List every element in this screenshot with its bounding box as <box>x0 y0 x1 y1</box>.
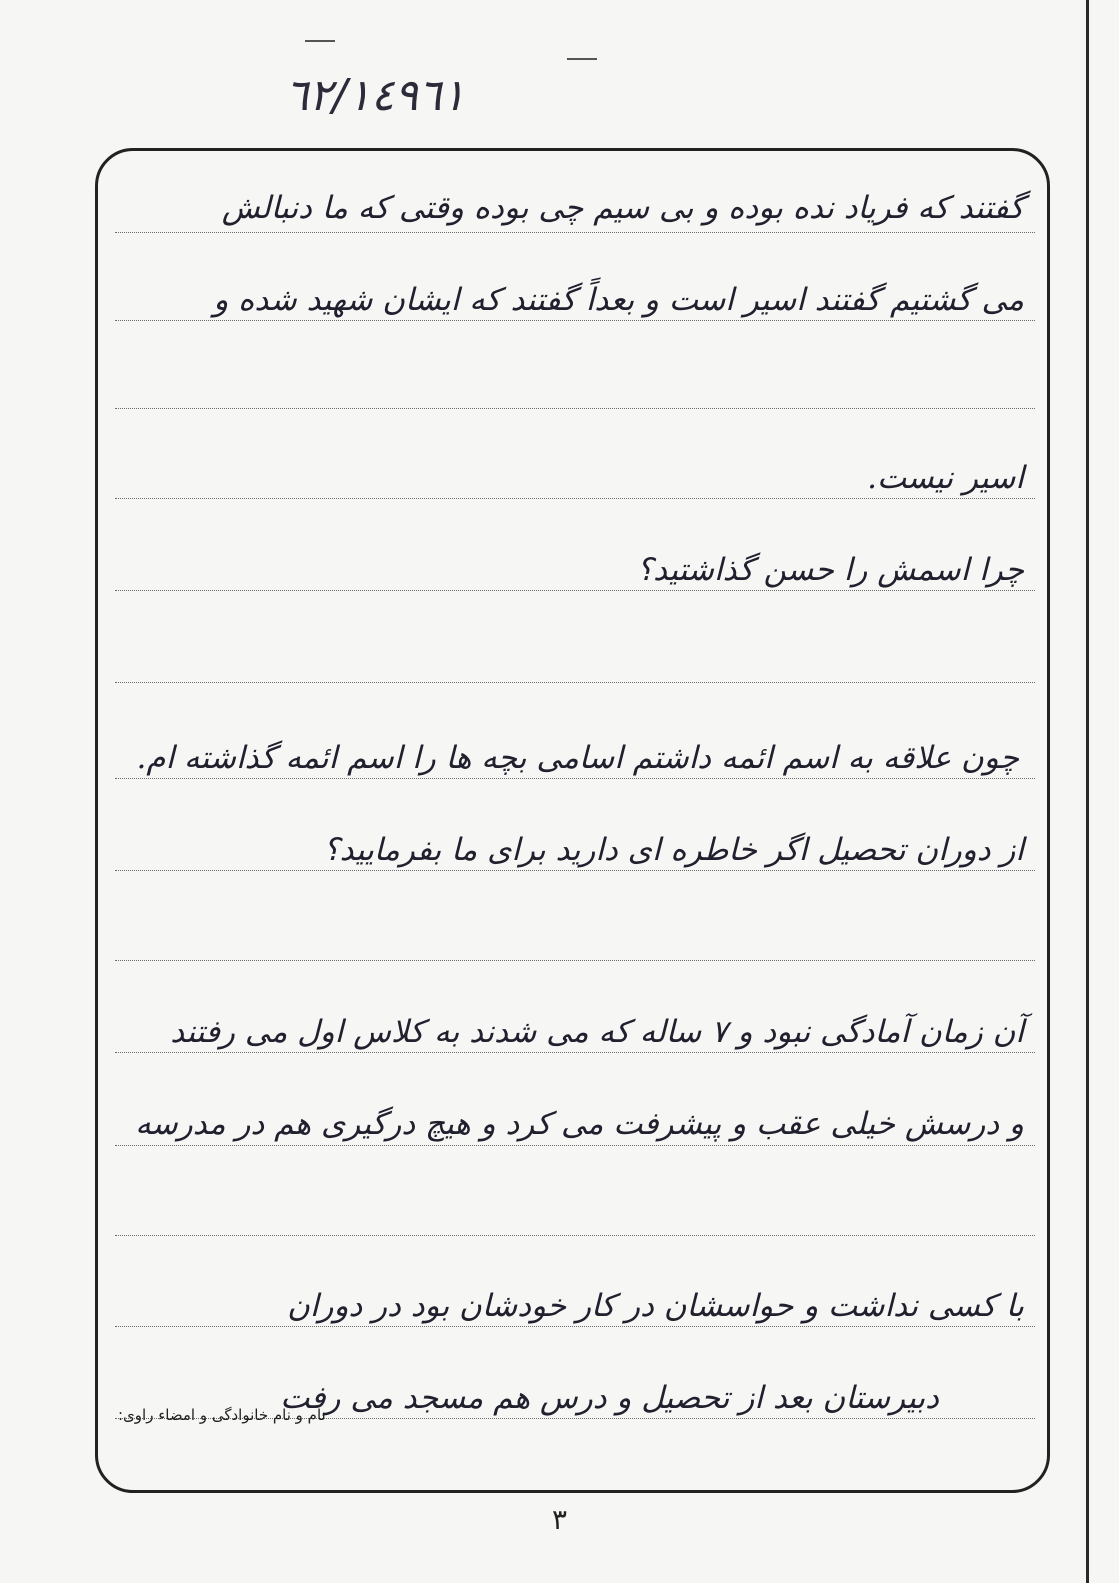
ruled-line <box>115 590 1035 591</box>
ruled-line <box>115 232 1035 233</box>
handwritten-line: با کسی نداشت و حواسشان در کار خودشان بود در دوران <box>287 1288 1024 1324</box>
ruled-line <box>115 1145 1035 1146</box>
ruled-line <box>115 1235 1035 1236</box>
scan-mark <box>567 58 597 60</box>
handwritten-line: و درسش خیلی عقب و پیشرفت می کرد و هیچ درگیری هم در مدرسه <box>135 1106 1024 1142</box>
page-number: ٣ <box>551 1503 568 1536</box>
handwritten-line: از دوران تحصیل اگر خاطره ای دارید برای ما بفرمایید؟ <box>323 832 1024 868</box>
ruled-line <box>115 1052 1035 1053</box>
ruled-line <box>115 1326 1035 1327</box>
handwritten-line: اسیر نیست. <box>867 460 1024 496</box>
handwritten-line: آن زمان آمادگی نبود و ۷ ساله که می شدند به کلاس اول می رفتند <box>170 1014 1024 1050</box>
handwritten-line: گفتند که فریاد نده بوده و بی سیم چی بوده وقتی که ما دنبالش <box>221 190 1024 226</box>
document-id: ٦٢/١٤٩٦١ <box>285 70 466 121</box>
ruled-line <box>115 408 1035 409</box>
ruled-line <box>115 682 1035 683</box>
handwritten-line: چرا اسمش را حسن گذاشتید؟ <box>636 552 1024 588</box>
ruled-line <box>115 870 1035 871</box>
handwritten-line: دبیرستان بعد از تحصیل و درس هم مسجد می رفت <box>280 1380 939 1416</box>
ruled-line <box>115 498 1035 499</box>
ruled-line <box>115 778 1035 779</box>
ruled-line <box>115 320 1035 321</box>
ruled-line <box>115 960 1035 961</box>
scan-mark <box>305 40 335 42</box>
signature-label: نام و نام خانوادگی و امضاء راوی: <box>118 1406 326 1424</box>
page-edge <box>1086 0 1089 1583</box>
handwritten-line: چون علاقه به اسم ائمه داشتم اسامی بچه ها را اسم ائمه گذاشته ام. <box>136 740 1019 776</box>
handwritten-line: می گشتیم گفتند اسیر است و بعداً گفتند که ایشان شهید شده و <box>213 282 1024 318</box>
